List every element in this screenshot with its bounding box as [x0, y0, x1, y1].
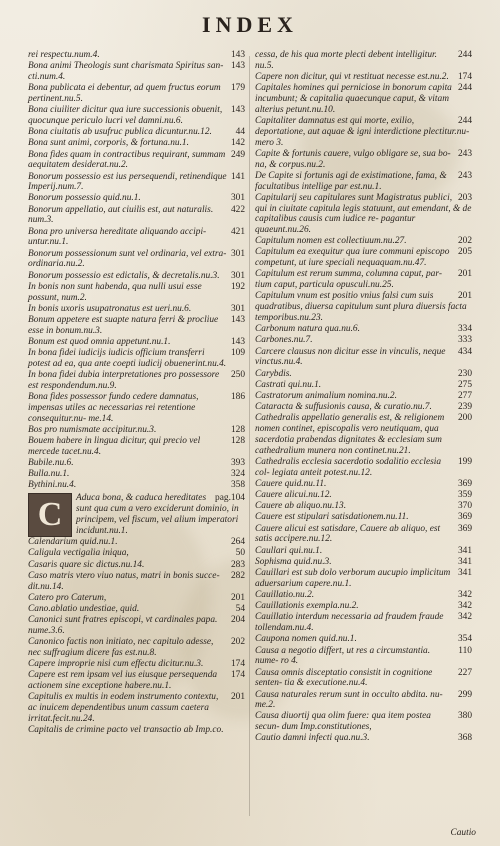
entry-text: Bouem habere in lingua dicitur, qui precio vel mercede tacet.nu.4.	[28, 436, 201, 457]
index-entry	[255, 568, 472, 590]
index-entry	[255, 149, 472, 171]
index-entry	[28, 348, 245, 370]
entry-text: Bonorum possessio est ius persequendi, retinendique Imperij.num.7.	[28, 171, 227, 193]
page-number: 341	[457, 556, 472, 567]
index-entry	[255, 324, 472, 335]
page-number: 422	[230, 204, 245, 215]
entry-text: Bonorum possessionum sunt vel ordinaria, vel extra- ordinaria.nu.2.	[28, 248, 227, 270]
entry-text: Bona animi Theologis sunt charismata Spiritus san- cti.num.4.	[28, 61, 224, 82]
entry-text: Canonici sunt fratres episcopi, vt cardinales papa. nume.3.6.	[28, 615, 218, 636]
page-number: 299	[457, 689, 472, 700]
entry-text: In bona fidei iudicijs iudicis officium transferri potest ad ea, qua ante coepti iudicij obuenerint.nu.4.	[28, 348, 227, 369]
index-entry	[28, 83, 245, 105]
page-number: 143	[230, 50, 245, 60]
entry-text: Castratorum animalium nomina.nu.2.	[255, 390, 397, 401]
page-number: 109	[230, 348, 245, 359]
index-entry	[255, 369, 472, 380]
entry-text: Bythini.nu.4.	[28, 480, 77, 491]
entry-text: Carcere clausus non dicitur esse in vinculis, neque vinctus.nu.4.	[255, 346, 446, 368]
page-number: 174	[230, 670, 245, 681]
entry-text: Bona sunt animi, corporis, & fortuna.nu.1.	[28, 138, 189, 149]
page-number: 282	[230, 570, 245, 581]
right-column	[255, 50, 472, 836]
page-number: 342	[457, 589, 472, 600]
page-number: 249	[230, 149, 245, 160]
index-entry	[28, 138, 245, 149]
page-number: 393	[230, 458, 245, 469]
entry-text: Cauillari est sub dolo verborum aucupio implicitum aduersarium capere.nu.1.	[255, 568, 451, 589]
page-number: 368	[457, 733, 472, 744]
index-entry	[28, 469, 245, 480]
index-entry	[255, 83, 472, 115]
entry-text: Capere non dicitur, qui vt restituat necesse est.nu.2.	[255, 71, 449, 82]
entry-text: Carbones.nu.7.	[255, 335, 313, 346]
page-number: 201	[457, 269, 472, 280]
entry-text: Bona ciuitatis ab usufruc publica dicuntur.nu.12.	[28, 127, 212, 138]
entry-text: Causa omnis disceptatio consistit in cognitione senten- tia & executione.nu.4.	[255, 667, 433, 689]
page-number: 250	[230, 370, 245, 381]
page-number: 143	[230, 336, 245, 347]
index-entry	[255, 236, 472, 247]
index-title: INDEX	[202, 12, 298, 37]
index-entry	[255, 479, 472, 490]
entry-text: Bonorum appellatio, aut ciuilis est, aut naturalis. num.3.	[28, 204, 214, 226]
entry-text: Cataracta & suffusionis causa, & curatio.nu.7.	[255, 402, 432, 413]
index-entry	[28, 571, 245, 593]
entry-text: Bona fides possessor fundo cedere damnatus, impensas utiles ac necessarias rei retentione consequitur.nu- me.14.	[28, 392, 199, 424]
index-entry	[28, 227, 245, 249]
entry-text: Causa a negotio differt, ut res a circumstantia. nume- ro 4.	[255, 645, 431, 667]
page-number: 369	[457, 478, 472, 489]
index-entry	[28, 315, 245, 337]
entry-text: Bonum appetere est suapte natura ferri & procliue esse in bonum.nu.3.	[28, 314, 219, 336]
index-entry	[28, 249, 245, 271]
decorated-initial-icon	[28, 493, 72, 537]
entry-text: Cano.ablatio undestiae, quid.	[28, 603, 140, 614]
index-entry	[28, 172, 245, 194]
entry-text: Caso matris vtero viuo natus, matri in bonis succe- dit.nu.14.	[28, 570, 220, 592]
page-number: 179	[230, 83, 245, 94]
entry-text: Cauere alicui.nu.12.	[255, 490, 332, 501]
index-entry	[28, 193, 245, 204]
index-entry	[28, 725, 245, 736]
index-entry	[28, 392, 245, 424]
page-number: 342	[457, 601, 472, 612]
page-number: 203	[457, 192, 472, 203]
entry-text: Capitulum est rerum summa, columna caput, par- tium caput, particula opusculi.nu.25.	[255, 269, 442, 291]
left-column	[28, 50, 245, 836]
entry-text: Bubile.nu.6.	[28, 458, 74, 469]
entry-text: Capite & fortunis cauere, vulgo obligare se, sua bo- na, & corpus.nu.2.	[255, 148, 451, 170]
entry-text: Capitularij seu capitulares sunt Magistratus publici, qui in ciuitate capitula legis statuunt, aut emendant, & de capitalibus causis cum iudice re- pagantur quaeunt.nu.26.	[255, 192, 472, 236]
page-number: 283	[230, 559, 245, 570]
entry-text: Bona ciuiliter dicitur qua iure successionis obuenit, quocunque periculo lucri vel damni.nu.6.	[28, 105, 223, 126]
index-entry	[255, 116, 472, 148]
index-columns	[28, 50, 472, 836]
entry-text: Bonum est quod omnia appetunt.nu.1.	[28, 336, 171, 347]
index-entry	[28, 480, 245, 491]
index-entry	[28, 692, 245, 724]
page-number: 358	[230, 480, 245, 491]
entry-text: Capitulum vnum est positio vnius falsi cum suis quadratibus, diuersa capitulum sunt plura diuersis facta temporibus.nu.23.	[255, 291, 467, 324]
entry-text: Cathedralis appellatio generalis est, & religionem nomen continet, episcopalis vero neutiquam, qua sacerdotia prabendas dignitates & ecclesiam sum cathedralium munera non continet.nu.21.	[255, 413, 445, 456]
page-number: 359	[457, 490, 472, 501]
index-entry	[28, 604, 245, 615]
index-entry	[255, 601, 472, 612]
index-entry	[28, 659, 245, 670]
index-entry	[28, 370, 245, 392]
entry-text: Bonorum possessio est edictalis, & decretalis.nu.3.	[28, 270, 220, 281]
page-number: 227	[457, 667, 472, 678]
index-entry	[255, 72, 472, 83]
entry-text: Capitaliter damnatus est qui morte, exilio, deportatione, aut aquae & igni interdictione plectitur.nu- mero 3.	[255, 115, 470, 148]
page-number: 128	[230, 424, 245, 435]
entry-text: Cauillationis exempla.nu.2.	[255, 601, 359, 612]
index-entry	[255, 402, 472, 413]
entry-text: Canonico factis non initiato, nec capitulo adesse, nec suffragium dicere fas est.nu.8.	[28, 637, 214, 658]
index-entry	[28, 593, 245, 604]
catchword: Cautio	[450, 828, 476, 838]
page-number: 342	[457, 612, 472, 623]
index-entry	[255, 347, 472, 369]
page-number: 334	[457, 324, 472, 335]
entry-text: Capitalis de crimine pacto vel transactio ab Imp.co.	[28, 725, 224, 736]
index-entry	[28, 537, 245, 548]
index-entry	[255, 612, 472, 634]
entry-text: rei respectu.num.4.	[28, 50, 100, 60]
entry-text: Catero pro Caterum,	[28, 592, 107, 603]
page-number: 324	[230, 469, 245, 480]
page-number: 301	[230, 303, 245, 314]
page-number: 230	[457, 368, 472, 379]
index-entry	[28, 560, 245, 571]
entry-text: In bonis non sunt habenda, qua nulli usui esse possunt, num.2.	[28, 281, 202, 303]
index-entry	[255, 193, 472, 236]
page-number: 199	[457, 456, 472, 467]
index-entry	[28, 205, 245, 227]
index-entry	[255, 733, 472, 744]
page-number: 354	[457, 634, 472, 645]
page-number: 50	[235, 548, 245, 559]
entry-text: Bonorum possessio quid.nu.1.	[28, 193, 141, 204]
index-entry	[255, 291, 472, 323]
index-entry	[28, 425, 245, 436]
page-number: 201	[230, 592, 245, 603]
index-entry	[28, 105, 245, 127]
entry-text: Cauillatio interdum necessaria ad fraudem fraude tollendam.nu.4.	[255, 612, 444, 634]
index-entry	[28, 436, 245, 458]
page-number: 239	[457, 402, 472, 413]
page-number: 201	[230, 692, 245, 703]
index-entry	[28, 50, 245, 61]
entry-text: Causa diuortij qua olim fuere: qua item postea secun- dum Imp.constitutiones,	[255, 711, 431, 733]
entry-text: Capitales homines qui perniciose in bonorum capita incumbunt; & capitalia quaecunque caput, & vitam alterius petunt.nu.10.	[255, 83, 452, 115]
index-entry	[255, 524, 472, 546]
entry-text: Casaris quare sic dictus.nu.14.	[28, 559, 145, 570]
page-number: 54	[235, 603, 245, 614]
page-number: 275	[457, 379, 472, 390]
entry-text: Capitulum nomen est collectiuum.nu.27.	[255, 236, 407, 247]
entry-text: Sophisma quid.nu.3.	[255, 556, 332, 567]
page-number: 202	[230, 637, 245, 648]
index-entry	[255, 668, 472, 690]
page-number: 205	[457, 247, 472, 258]
index-entry	[28, 282, 245, 304]
entry-text: Bos pro numismate accipitur.nu.3.	[28, 424, 157, 435]
page-number: pag.104	[215, 493, 245, 504]
entry-text: Cauere alicui est satisdare, Cauere ab aliquo, est satis accipere.nu.12.	[255, 523, 441, 545]
entry-text: Causa naturales rerum sunt in occulto abdita. nu- me.2.	[255, 689, 443, 711]
index-entry	[255, 50, 472, 72]
index-entry	[28, 150, 245, 172]
page-number: 44	[235, 127, 245, 138]
page-number: 174	[230, 659, 245, 670]
page-number: 244	[457, 50, 472, 60]
page-number: 434	[457, 346, 472, 357]
entry-text: Cauere est stipulari satisdationem.nu.11.	[255, 512, 409, 523]
page-number: 333	[457, 335, 472, 346]
index-entry	[255, 557, 472, 568]
page-number: 128	[230, 436, 245, 447]
index-entry	[28, 304, 245, 315]
page-number: 369	[457, 512, 472, 523]
page-number: 202	[457, 236, 472, 247]
index-entry	[255, 247, 472, 269]
index-entry	[255, 634, 472, 645]
index-entry	[28, 61, 245, 83]
page-number: 110	[458, 645, 472, 656]
index-entry	[255, 546, 472, 557]
page-number: 380	[457, 711, 472, 722]
index-entry	[255, 590, 472, 601]
entry-text: Carbonum natura qua.nu.6.	[255, 324, 360, 335]
entry-text: Aduca bona, & caduca hereditates sunt qua cum a vero exciderunt dominio, in principem, vel fiscum, vel alium imperatori incidunt.nu.1.	[76, 493, 239, 536]
entry-text: Caupona nomen quid.nu.1.	[255, 634, 357, 645]
page-number: 243	[457, 148, 472, 159]
index-entry	[255, 269, 472, 291]
page-number: 243	[457, 170, 472, 181]
entry-text: Cathedralis ecclesia sacerdotio sodalitio ecclesia col- legiata anteit potest.nu.12.	[255, 456, 442, 478]
page-number: 143	[230, 105, 245, 116]
page-number: 244	[457, 115, 472, 126]
decorated-initial-entry	[28, 493, 245, 537]
index-entry	[255, 690, 472, 712]
index-entry	[28, 458, 245, 469]
entry-text: De Capite si fortunis agi de existimatione, fama, & facultatibus intellige par est.nu.1.	[255, 170, 447, 192]
page-number: 192	[230, 281, 245, 292]
entry-text: Bona fides quam in contractibus requirant, summam aequitatem desiderat.nu.2.	[28, 149, 226, 171]
entry-text: Capitulis ex multis in eodem instrumento contextu, ac inuicem dependentibus unum cassum caetera irritat.fecit.nu.24.	[28, 692, 219, 724]
entry-text: Bulla.nu.1.	[28, 469, 70, 480]
entry-text: Bona publicata ei debentur, ad quem fructus eorum pertinent.nu.5.	[28, 83, 221, 104]
entry-text: Caligula vectigalia iniqua,	[28, 548, 129, 559]
page-number: 244	[457, 83, 472, 94]
entry-text: Capitulum ea exequitur qua iure communi episcopo competunt, ut iure speciali nequaquam.nu.47.	[255, 247, 450, 269]
index-entry	[255, 335, 472, 346]
index-entry	[28, 337, 245, 348]
page-number: 421	[230, 226, 245, 237]
index-entry	[255, 512, 472, 523]
index-entry	[28, 271, 245, 282]
entry-text: Bona pro universa hereditate aliquando accipi- untur.nu.1.	[28, 226, 207, 248]
entry-text: Cauere ab aliquo.nu.13.	[255, 501, 347, 512]
index-entry	[255, 380, 472, 391]
page-number: 301	[230, 193, 245, 204]
index-entry	[28, 670, 245, 692]
index-entry	[255, 413, 472, 456]
entry-text: Cautio damni infecti qua.nu.3.	[255, 733, 370, 744]
page-number: 341	[457, 545, 472, 556]
page-number: 277	[457, 390, 472, 401]
entry-text: In bonis uxoris usupatronatus est ueri.nu.6.	[28, 303, 192, 314]
page-number: 204	[230, 615, 245, 626]
entry-text: Cauillatio.nu.2.	[255, 589, 315, 600]
index-entry	[255, 171, 472, 193]
entry-text: In bona fidei dubia interpretationes pro possessore est respondendum.nu.9.	[28, 370, 220, 391]
entry-text: Carybdis.	[255, 368, 292, 379]
entry-text: cessa, de his qua morte plecti debent intelligitur. nu.5.	[255, 50, 438, 71]
index-entry	[255, 711, 472, 733]
index-entry	[28, 615, 245, 637]
page-number: 186	[230, 392, 245, 403]
entry-text: Castrati qui.nu.1.	[255, 379, 322, 390]
entry-text: Capere improprie nisi cum effectu dicitur.nu.3.	[28, 659, 204, 670]
index-entry	[255, 501, 472, 512]
index-entry	[28, 637, 245, 659]
index-entry	[255, 391, 472, 402]
page-number: 301	[230, 248, 245, 259]
index-entry	[28, 127, 245, 138]
page-number: 301	[230, 270, 245, 281]
page-number: 370	[457, 501, 472, 512]
index-entry	[28, 548, 245, 559]
entry-text: Calendarium quid.nu.1.	[28, 537, 118, 548]
page-number: 143	[230, 314, 245, 325]
page-number: 264	[230, 537, 245, 548]
page-number: 142	[230, 138, 245, 149]
index-entry	[255, 457, 472, 479]
page-number: 141	[230, 171, 245, 182]
page-number: 201	[457, 291, 472, 302]
page-number: 200	[457, 413, 472, 424]
initial-letter: C	[37, 496, 63, 534]
entry-text: Capere est rem ipsam vel ius eiusque persequenda actionem sine exceptione habere.nu.1.	[28, 670, 218, 692]
index-entry	[255, 646, 472, 668]
entry-text: Caullari qui.nu.1.	[255, 545, 323, 556]
page-number: 341	[457, 568, 472, 578]
page-header	[0, 12, 500, 46]
entry-text: Cauere quid.nu.11.	[255, 478, 327, 489]
page-number: 369	[457, 523, 472, 534]
page-number: 143	[230, 61, 245, 72]
index-entry	[255, 490, 472, 501]
initial-entry-text	[76, 493, 245, 537]
page-number: 174	[457, 71, 472, 82]
